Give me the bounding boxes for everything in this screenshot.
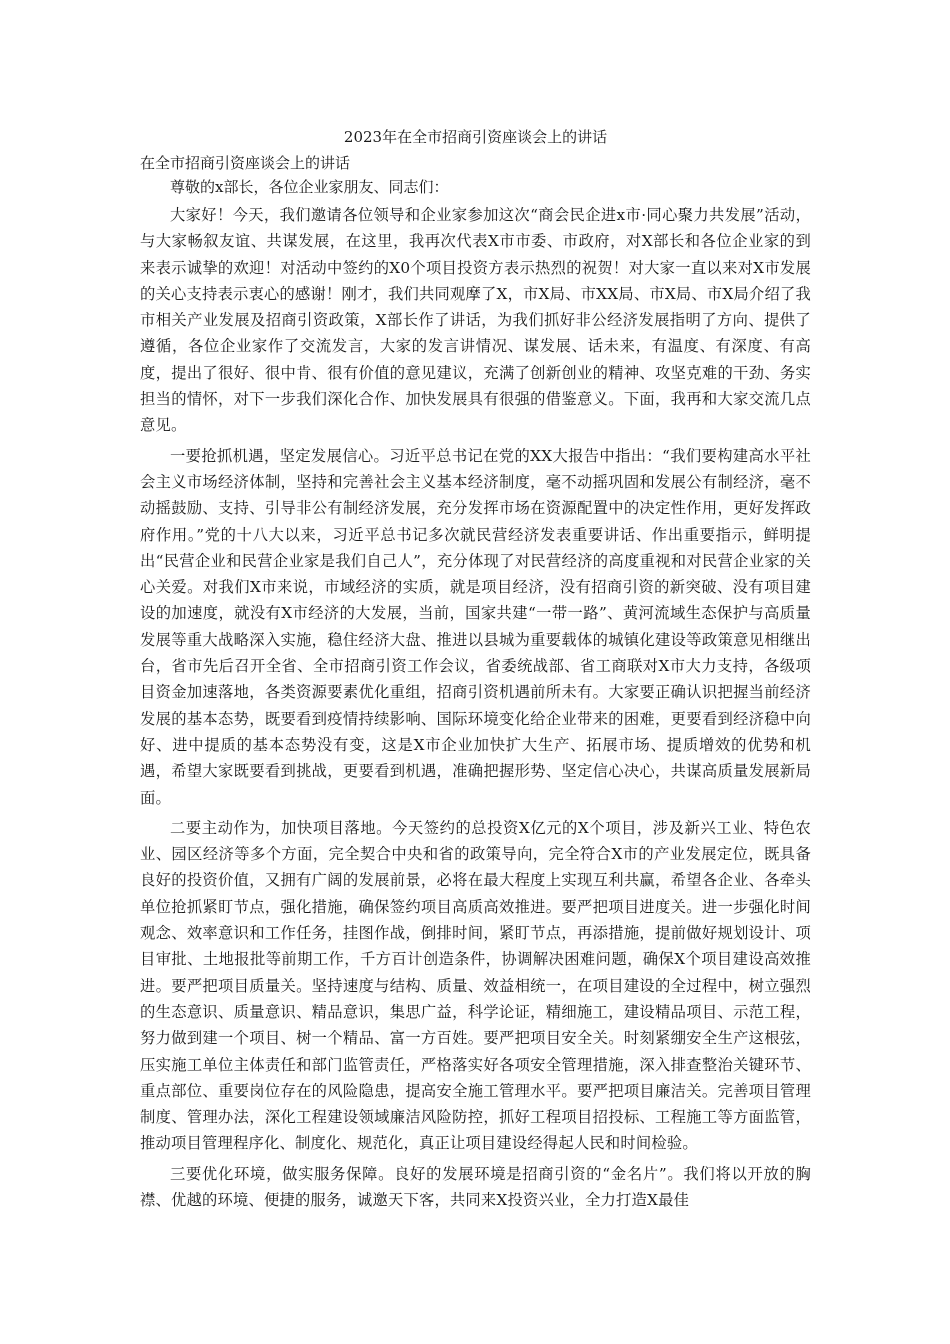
paragraph-opening: 大家好！今天，我们邀请各位领导和企业家参加这次“商会民企进x市·同心聚力共发展”活动，与大家畅叙友谊、共谋发展，在这里，我再次代表X市市委、市政府，对X部长和各位企业家的到来表示诚挚的欢迎！对活动中签约的X0个项目投资方表示热烈的祝贺！对大家一直以来对X市发展的关心支持表示衷心的感谢！刚才，我们共同观摩了X，市X局、市XX局、市X局、市X局介绍了我市相关产业发展及招商引资政策，X部长作了讲话，为我们抓好非公经济发展指明了方向、提供了遵循，各位企业家作了交流发言，大家的发言讲情况、谋发展、话未来，有温度、有深度、有高度，提出了很好、很中肯、很有价值的意见建议，充满了创新创业的精神、攻坚克难的干劲、务实担当的情怀，对下一步我们深化合作、加快发展具有很强的借鉴意义。下面，我再和大家交流几点意见。 [140, 206, 811, 435]
paragraph-point-one: 一要抢抓机遇，坚定发展信心。习近平总书记在党的XX大报告中指出：“我们要构建高水平社会主义市场经济体制，坚持和完善社会主义基本经济制度，毫不动摇巩固和发展公有制经济，毫不动摇鼓励、支持、引导非公有制经济发展，充分发挥市场在资源配置中的决定性作用，更好发挥政府作用。”党的十八大以来，习近平总书记多次就民营经济发表重要讲话、作出重要指示，鲜明提出“民营企业和民营企业家是我们自己人”，充分体现了对民营经济的高度重视和对民营企业家的关心关爱。对我们X市来说，市域经济的实质，就是项目经济，没有招商引资的新突破、没有项目建设的加速度，就没有X市经济的大发展，当前，国家共建“一带一路”、黄河流域生态保护与高质量发展等重大战略深入实施，稳住经济大盘、推进以县城为重要载体的城镇化建设等政策意见相继出台，省市先后召开全省、全市招商引资工作会议，省委统战部、省工商联对X市大力支持，各级项目资金加速落地，各类资源要素优化重组，招商引资机遇前所未有。大家要正确认识把握当前经济发展的基本态势，既要看到疫情持续影响、国际环境变化给企业带来的困难，更要看到经济稳中向好、进中提质的基本态势没有变，这是X市企业加快扩大生产、拓展市场、提质增效的优势和机遇，希望大家既要看到挑战，更要看到机遇，准确把握形势、坚定信心决心，共谋高质量发展新局面。 [140, 446, 811, 807]
paragraph-point-two: 二要主动作为，加快项目落地。今天签约的总投资X亿元的X个项目，涉及新兴工业、特色农业、园区经济等多个方面，完全契合中央和省的政策导向，完全符合X市的产业发展定位，既具备良好的投资价值，又拥有广阔的发展前景，必将在最大程度上实现互利共赢，希望各企业、各牵头单位抢抓紧盯节点，强化措施，确保签约项目高质高效推进。要严把项目进度关。进一步强化时间观念、效率意识和工作任务，挂图作战，倒排时间，紧盯节点，再添措施，提前做好规划设计、项目审批、土地报批等前期工作，千方百计创造条件，协调解决困难问题，确保X个项目建设高效推进。要严把项目质量关。坚持速度与结构、质量、效益相统一，在项目建设的全过程中，树立强烈的生态意识、质量意识、精品意识，集思广益，科学论证，精细施工，建设精品项目、示范工程，努力做到建一个项目、树一个精品、富一方百姓。要严把项目安全关。时刻紧绷安全生产这根弦，压实施工单位主体责任和部门监管责任，严格落实好各项安全管理措施，深入排查整治关键环节、重点部位、重要岗位存在的风险隐患，提高安全施工管理水平。要严把项目廉洁关。完善项目管理制度、管理办法，深化工程建设领域廉洁风险防控，抓好工程项目招投标、工程施工等方面监管，推动项目管理程序化、制度化、规范化，真正让项目建设经得起人民和时间检验。 [140, 818, 811, 1153]
document-page [140, 126, 811, 1217]
paragraph-point-three: 三要优化环境，做实服务保障。良好的发展环境是招商引资的“金名片”。我们将以开放的胸襟、优越的环境、便捷的服务，诚邀天下客，共同来X投资兴业，全力打造X最佳 [140, 1164, 811, 1209]
salutation: 尊敬的x部长，各位企业家朋友、同志们： [170, 178, 449, 196]
document-subtitle: 在全市招商引资座谈会上的讲话 [140, 154, 351, 172]
document-title: 2023年在全市招商引资座谈会上的讲话 [343, 128, 608, 146]
